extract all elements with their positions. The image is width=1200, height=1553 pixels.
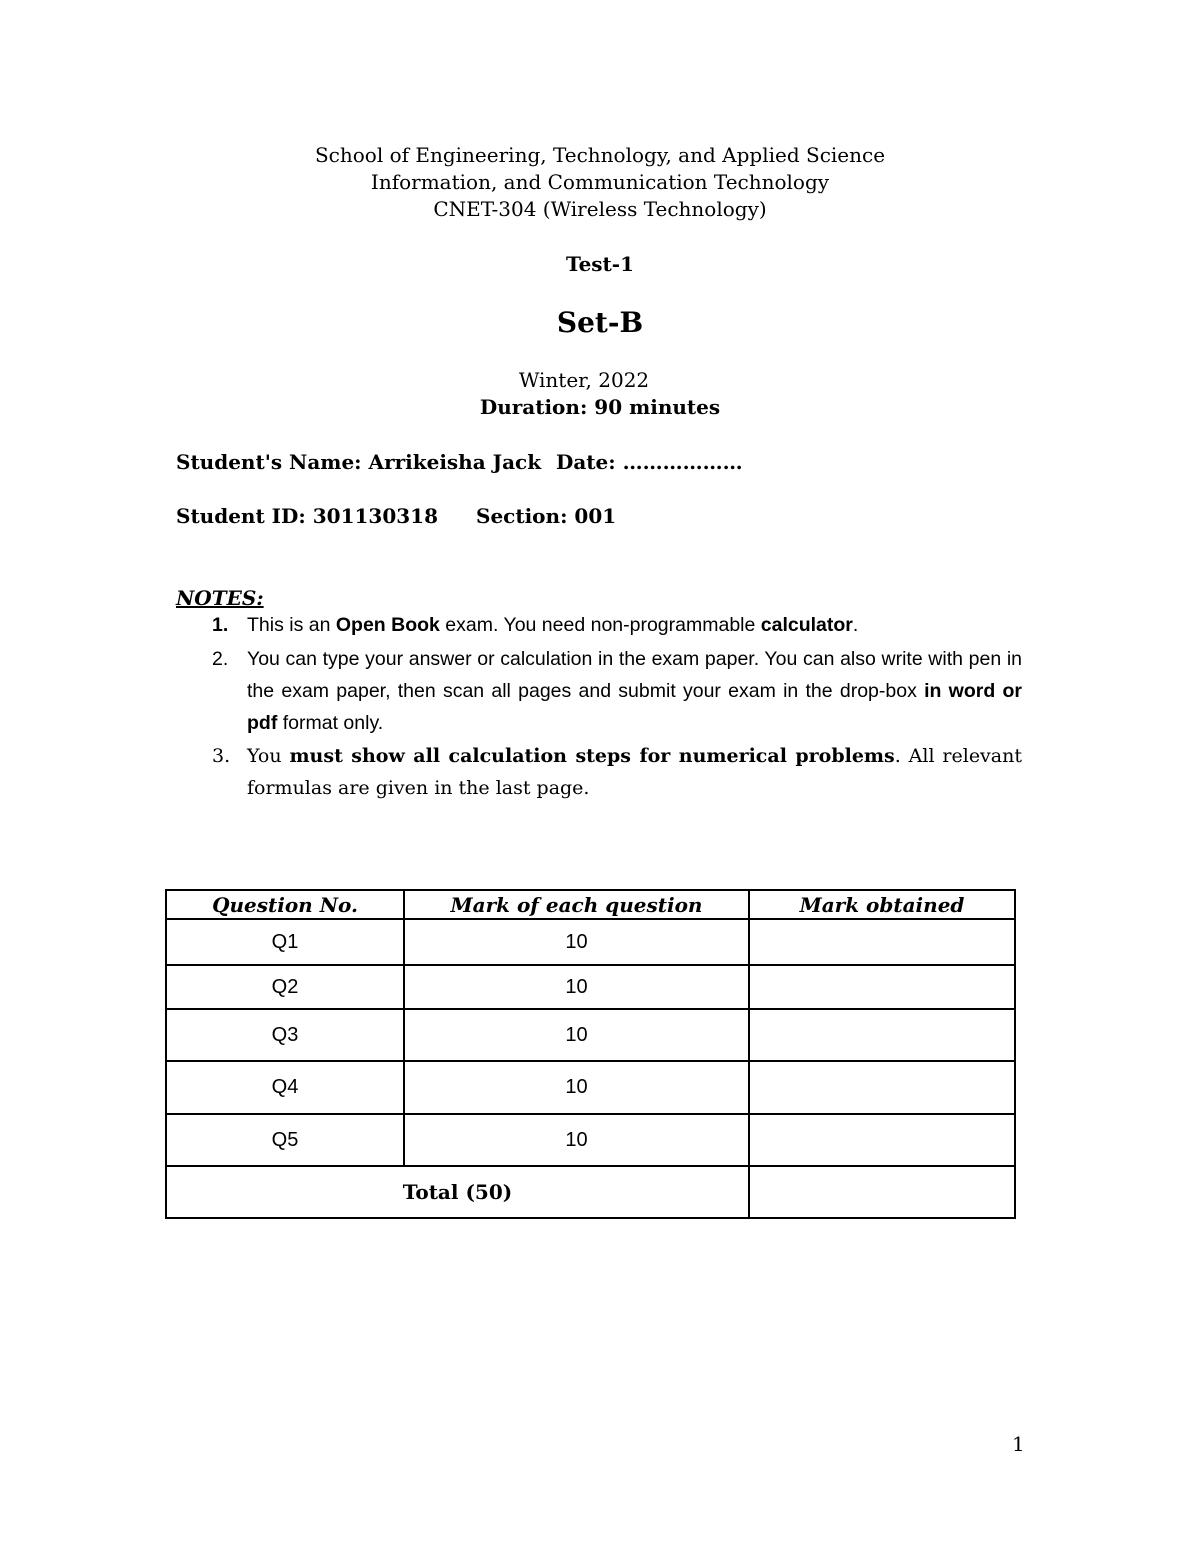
total-obtained-cell[interactable] [749,1166,1015,1218]
obtained-cell[interactable] [749,1009,1015,1061]
marks-table [165,889,1016,1219]
term: Winter, 2022 [518,368,650,392]
mark-cell: 10 [404,1009,749,1061]
table-row [166,1009,1015,1061]
student-name-label: Student's Name: [176,450,362,474]
section-value: 001 [574,504,617,528]
course-title: CNET-304 (Wireless Technology) [433,197,767,221]
obtained-cell[interactable] [749,1061,1015,1114]
header-question-no: Question No. [166,890,404,919]
table-total-row [166,1166,1015,1218]
note-number: 3. [212,745,231,767]
table-row [166,1114,1015,1166]
student-id-label: Student ID: [176,504,306,528]
obtained-cell[interactable] [749,965,1015,1009]
mark-cell: 10 [404,965,749,1009]
total-label: Total (50) [166,1166,749,1218]
obtained-cell[interactable] [749,1114,1015,1166]
note-number: 1. [212,614,229,636]
department-name: Information, and Communication Technology [370,170,830,194]
duration: Duration: 90 minutes [479,395,721,419]
notes-title: NOTES: [176,586,264,610]
note-text: This is an Open Book exam. You need non-programmable calculator. [247,614,859,636]
note-text: You must show all calculation steps for numerical problems. All relevant formulas are given in the last page. [247,745,1022,799]
question-cell: Q4 [166,1061,404,1114]
question-cell: Q3 [166,1009,404,1061]
set-title: Set-B [556,306,644,339]
student-name-value: Arrikeisha Jack [368,450,542,474]
date-line [556,450,743,474]
question-cell: Q5 [166,1114,404,1166]
page-number: 1 [1012,1432,1025,1456]
student-id-value: 301130318 [312,504,438,528]
mark-cell: 10 [404,1114,749,1166]
obtained-cell[interactable] [749,919,1015,965]
header-mark-obtained: Mark obtained [749,890,1015,919]
mark-cell: 10 [404,1061,749,1114]
table-header-row [166,890,1015,919]
section-label: Section: [476,504,568,528]
question-cell: Q2 [166,965,404,1009]
table-row [166,919,1015,965]
student-id-line [176,504,438,528]
header-mark-each: Mark of each question [404,890,749,919]
date-label: Date: [556,450,616,474]
table-row [166,965,1015,1009]
student-name-line [176,450,541,474]
note-text: You can type your answer or calculation in the exam paper. You can also write with pen in the exam paper, then scan all pages and submit your exam in the drop-box in word or pdf format only. [247,648,1022,734]
test-title: Test-1 [565,252,635,276]
section-line [476,504,616,528]
question-cell: Q1 [166,919,404,965]
date-value: ……………… [622,450,743,474]
school-name: School of Engineering, Technology, and Applied Science [314,143,886,167]
note-number: 2. [212,648,229,670]
mark-cell: 10 [404,919,749,965]
table-row [166,1061,1015,1114]
